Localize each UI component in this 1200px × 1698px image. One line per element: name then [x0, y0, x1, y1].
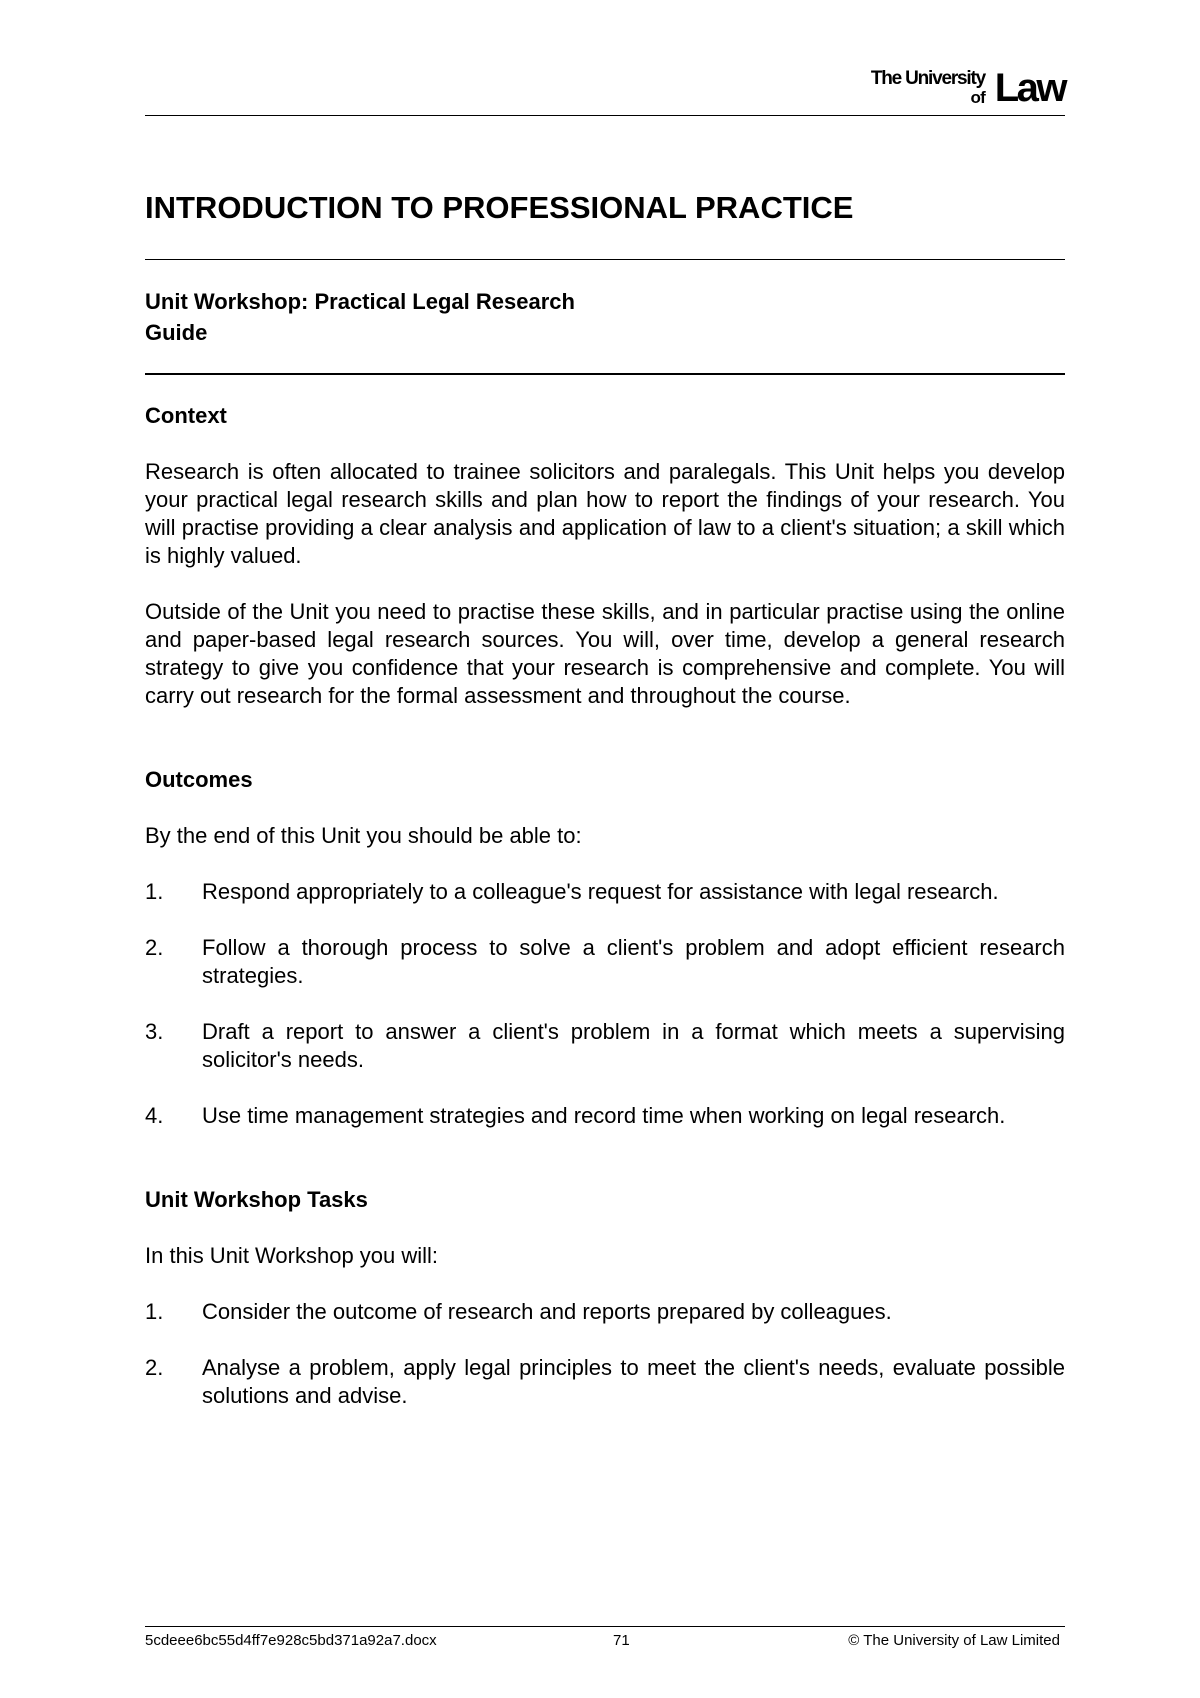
- tasks-list: [145, 1298, 1065, 1410]
- unit-title-line2: Guide: [145, 320, 208, 345]
- footer-divider: [145, 1626, 1065, 1627]
- unit-title: [145, 286, 575, 348]
- logo-text-the-university: The University: [870, 68, 985, 89]
- list-item: [145, 1102, 1065, 1130]
- list-text: Respond appropriately to a colleague's request for assistance with legal research.: [202, 879, 999, 904]
- section-spacer: [145, 1158, 1065, 1186]
- unit-divider: [145, 373, 1065, 375]
- main-content: [145, 402, 1065, 1438]
- list-text: Analyse a problem, apply legal principles to meet the client's needs, evaluate possible solutions and advise.: [202, 1355, 1065, 1408]
- context-paragraph-2: Outside of the Unit you need to practise these skills, and in particular practise using the online and paper-based legal research sources. You will, over time, develop a general research strategy to give you confidence that your research is comprehensive and complete. You will carry out research for the formal assessment and throughout the course.: [145, 599, 1065, 708]
- context-heading: Context: [145, 403, 227, 428]
- list-number: 3.: [145, 1019, 164, 1044]
- outcomes-heading: Outcomes: [145, 767, 253, 792]
- document-title: INTRODUCTION TO PROFESSIONAL PRACTICE: [145, 190, 854, 225]
- list-number: 1.: [145, 879, 164, 904]
- list-number: 4.: [145, 1103, 164, 1128]
- logo-text-of: of: [970, 88, 985, 107]
- list-item: [145, 934, 1065, 990]
- university-logo: [845, 62, 1065, 110]
- header-divider: [145, 115, 1065, 116]
- title-divider: [145, 259, 1065, 260]
- list-item: [145, 1018, 1065, 1074]
- list-number: 2.: [145, 1355, 164, 1380]
- list-item: [145, 1298, 1065, 1326]
- list-number: 1.: [145, 1299, 164, 1324]
- section-spacer: [145, 738, 1065, 766]
- footer-copyright: © The University of Law Limited: [848, 1632, 1060, 1649]
- footer-filename: 5cdeee6bc55d4ff7e928c5bd371a92a7.docx: [145, 1632, 437, 1649]
- outcomes-list: [145, 878, 1065, 1130]
- list-text: Draft a report to answer a client's problem in a format which meets a supervising solicitor's needs.: [202, 1019, 1065, 1072]
- context-paragraph-1: Research is often allocated to trainee solicitors and paralegals. This Unit helps you develop your practical legal research skills and plan how to report the findings of your research. You will practise providing a clear analysis and application of law to a client's situation; a skill which is highly valued.: [145, 459, 1065, 568]
- list-item: [145, 1354, 1065, 1410]
- footer-page-number: 71: [613, 1632, 630, 1649]
- list-text: Follow a thorough process to solve a client's problem and adopt efficient research strategies.: [202, 935, 1065, 988]
- list-text: Use time management strategies and record time when working on legal research.: [202, 1103, 1006, 1128]
- tasks-heading: Unit Workshop Tasks: [145, 1187, 368, 1212]
- tasks-intro: In this Unit Workshop you will:: [145, 1243, 439, 1268]
- outcomes-intro: By the end of this Unit you should be able to:: [145, 823, 582, 848]
- list-item: [145, 878, 1065, 906]
- unit-title-line1: Unit Workshop: Practical Legal Research: [145, 289, 575, 314]
- list-number: 2.: [145, 935, 164, 960]
- list-text: Consider the outcome of research and reports prepared by colleagues.: [202, 1299, 892, 1324]
- logo-text-law: Law: [994, 66, 1065, 110]
